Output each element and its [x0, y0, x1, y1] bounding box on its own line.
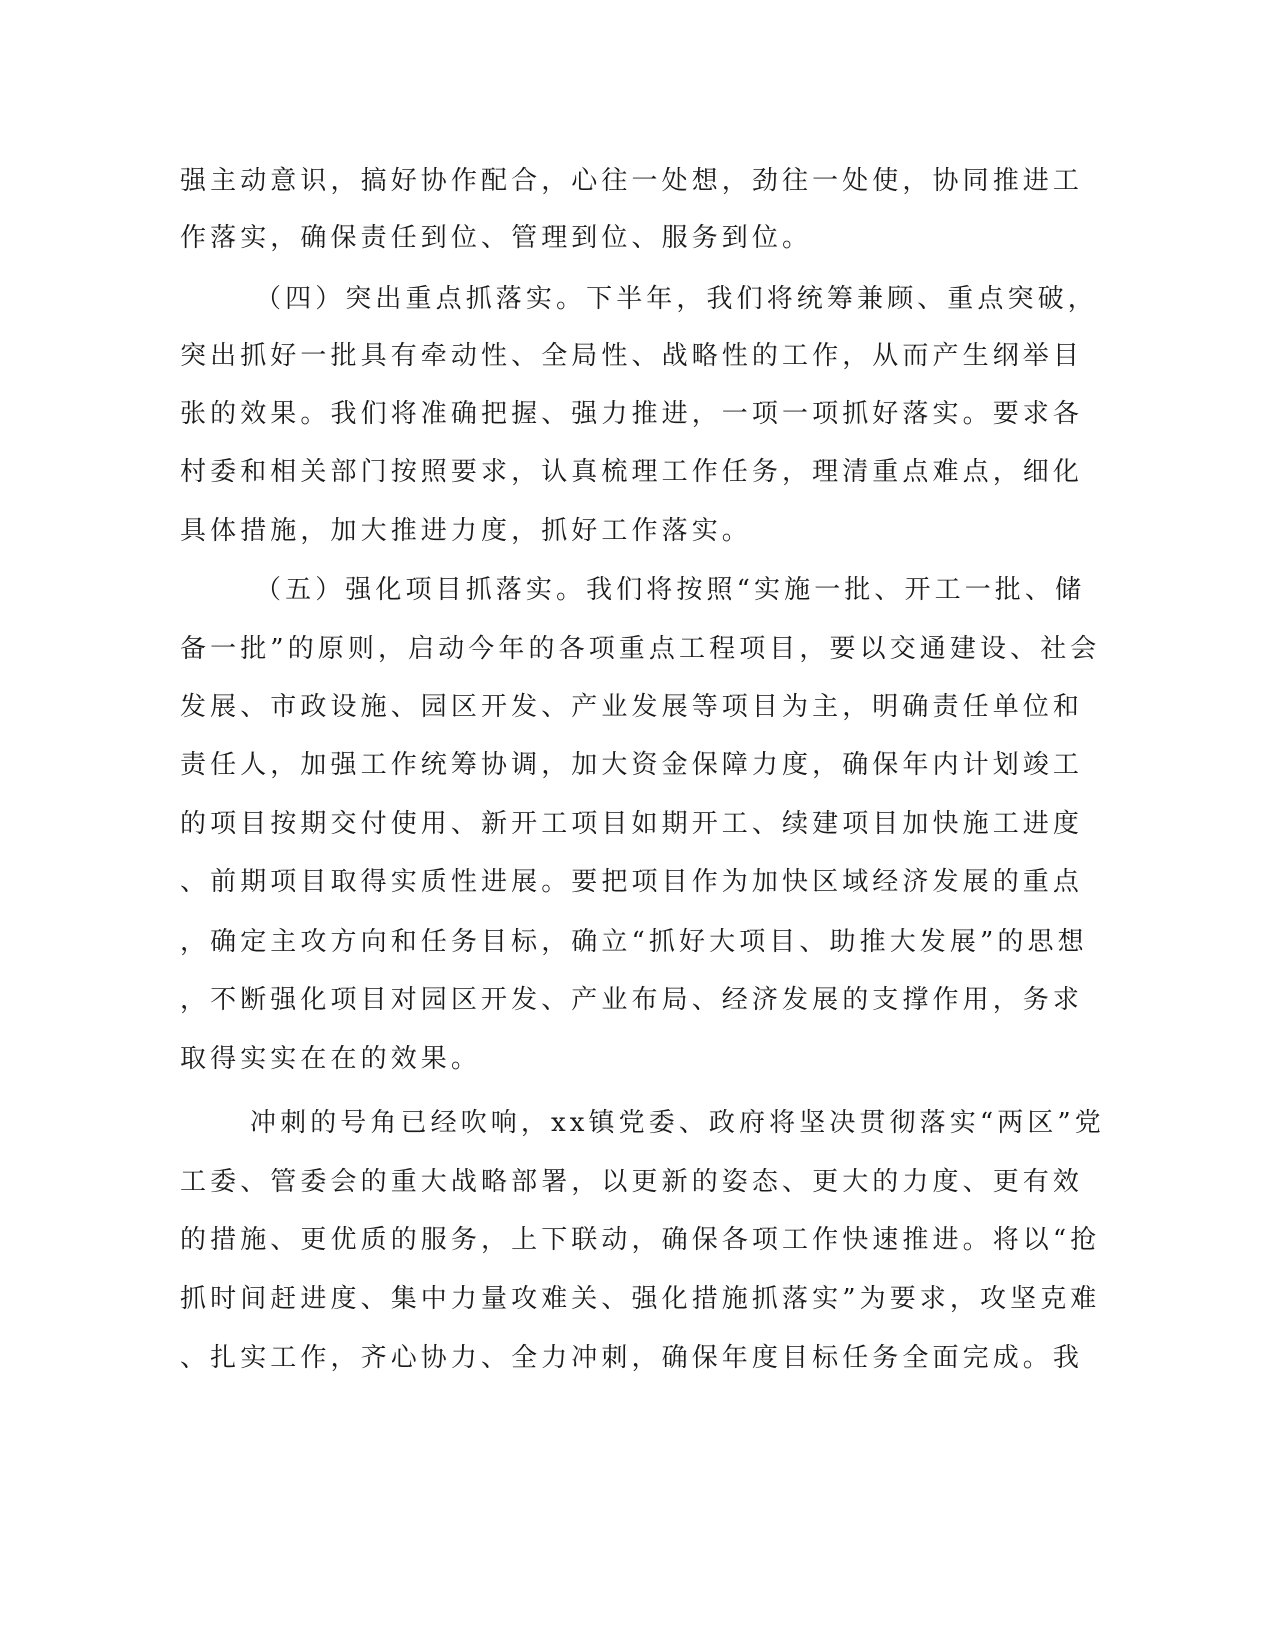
text-line: 冲刺的号角已经吹响，xx镇党委、政府将坚决贯彻落实“两区”党	[250, 1108, 1105, 1138]
text-line: 的措施、更优质的服务，上下联动，确保各项工作快速推进。将以“抢	[180, 1225, 1101, 1255]
text-line: 具体措施，加大推进力度，抓好工作落实。	[180, 516, 752, 546]
text-line: ，不断强化项目对园区开发、产业布局、经济发展的支撑作用，务求	[180, 985, 1084, 1015]
text-line: 工委、管委会的重大战略部署，以更新的姿态、更大的力度、更有效	[180, 1167, 1084, 1197]
text-line: 村委和相关部门按照要求，认真梳理工作任务，理清重点难点，细化	[180, 457, 1084, 487]
text-line: 突出抓好一批具有牵动性、全局性、战略性的工作，从而产生纲举目	[180, 341, 1084, 371]
text-line: 抓时间赶进度、集中力量攻难关、强化措施抓落实”为要求，攻坚克难	[180, 1284, 1101, 1314]
text-line: （四）突出重点抓落实。下半年，我们将统筹兼顾、重点突破，	[255, 284, 1098, 314]
text-line: （五）强化项目抓落实。我们将按照“实施一批、开工一批、储	[255, 575, 1086, 605]
text-line: 发展、市政设施、园区开发、产业发展等项目为主，明确责任单位和	[180, 692, 1084, 722]
text-line: 张的效果。我们将准确把握、强力推进，一项一项抓好落实。要求各	[180, 399, 1084, 429]
text-line: 、扎实工作，齐心协力、全力冲刺，确保年度目标任务全面完成。我	[180, 1343, 1084, 1373]
text-line: 责任人，加强工作统筹协调，加大资金保障力度，确保年内计划竣工	[180, 750, 1084, 780]
text-line: 、前期项目取得实质性进展。要把项目作为加快区域经济发展的重点	[180, 867, 1084, 897]
text-line: 的项目按期交付使用、新开工项目如期开工、续建项目加快施工进度	[180, 809, 1084, 839]
text-line: 取得实实在在的效果。	[180, 1044, 482, 1074]
text-line: 作落实，确保责任到位、管理到位、服务到位。	[180, 223, 813, 253]
text-line: 备一批”的原则，启动今年的各项重点工程项目，要以交通建设、社会	[180, 634, 1101, 664]
text-line: ，确定主攻方向和任务目标，确立“抓好大项目、助推大发展”的思想	[180, 927, 1088, 957]
text-line: 强主动意识，搞好协作配合，心往一处想，劲往一处使，协同推进工	[180, 166, 1084, 196]
